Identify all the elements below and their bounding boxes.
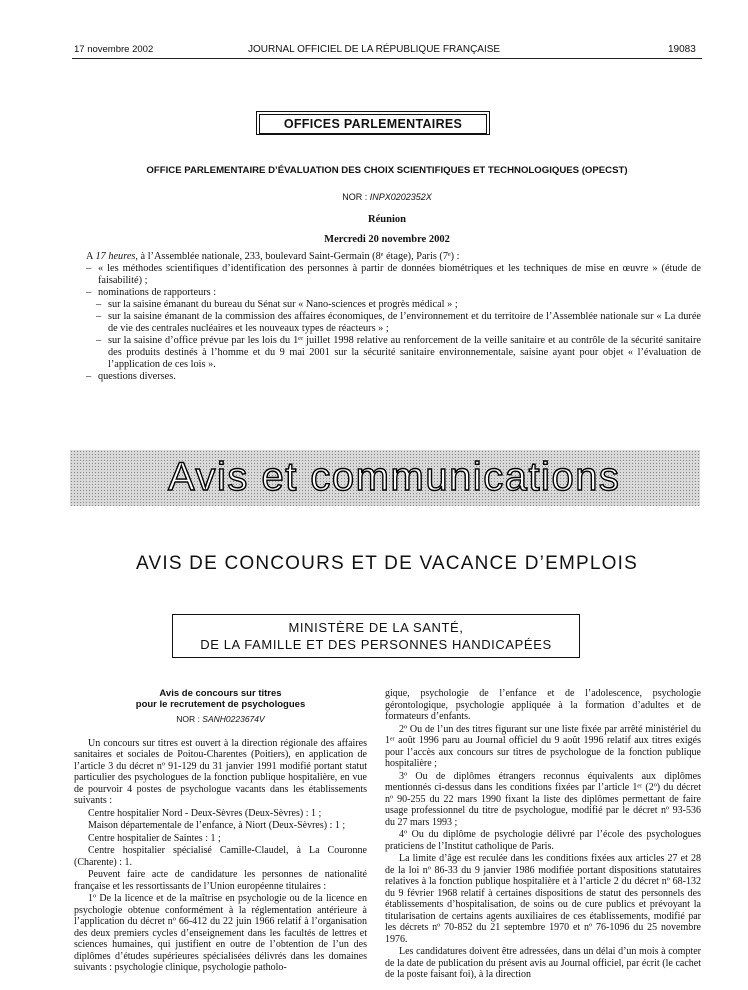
agenda-intro — [86, 251, 701, 263]
agenda-subitem: – sur la saisine d’office prévue par les lois du 1ᵉʳ juillet 1998 relative au renforcement de la veille sanitaire et au contrôle de la sécurité sanitaire des produits destinés à l’homme et du 9 mai 2001 sur la sécurité sanitaire environnementale, saisine ayant pour objet « l’évaluation de l’application de ces lois ». — [86, 335, 701, 371]
paragraph: 4º Ou du diplôme de psychologie délivré par l’école des psychologues praticiens de l’Institut catholique de Paris. — [385, 829, 701, 852]
paragraph: 1º De la licence et de la maîtrise en psychologie ou de la licence en psychologie obtenue conformément à la réglementation antérieure à l’application du décret nº 66-412 du 22 juin 1966 relatif à l’organisation des deux premiers cycles d’enseignement dans les facultés de lettres et sciences humaines, qui justifient en outre de l’obtention de l’un des diplômes d’études supérieures spécialisées délivrés dans les domaines suivants : psychologie clinique, psychologie patholo- — [74, 893, 367, 973]
banner-title: Avis et communications — [168, 455, 621, 499]
paragraph: Les candidatures doivent être adressées, dans un délai d’un mois à compter de la date de publication du présent avis au Journal officiel, par écrit (le cachet de la poste faisant foi), à la direction — [385, 946, 701, 980]
page-number: 19083 — [668, 44, 696, 55]
agenda-subitem: – sur la saisine émanant du bureau du Sénat sur « Nano-sciences et progrès médical » ; — [86, 299, 701, 311]
agenda — [86, 251, 701, 383]
header-rule — [72, 58, 702, 59]
ministry-line-1: MINISTÈRE DE LA SANTÉ, — [288, 620, 464, 635]
journal-name: JOURNAL OFFICIEL DE LA RÉPUBLIQUE FRANÇAISE — [248, 44, 501, 55]
ministry-box — [172, 614, 580, 658]
notice-heading-2: pour le recrutement de psychologues — [135, 699, 306, 710]
agenda-item: – questions diverses. — [86, 371, 701, 383]
nor-value: INPX0202352X — [369, 192, 432, 202]
paragraph: La limite d’âge est reculée dans les conditions fixées aux articles 27 et 28 de la loi nº 86-33 du 9 janvier 1986 modifiée portant dispositions statutaires relatives à la fonction publique hospitalière et à l’article 2 du décret nº 68-132 du 9 février 1968 relatif à certaines dispositions de statut des personnels des établissements d’hospitalisation, de soins ou de cure publics et prévoyant la titularisation de certains agents auxiliaires de ces établissements, modifié par les décrets nº 70-852 du 21 septembre 1970 et nº 76-1096 du 25 novembre 1976. — [385, 853, 701, 945]
paragraph: Centre hospitalier Nord - Deux-Sèvres (Deux-Sèvres) : 1 ; — [88, 807, 322, 819]
agenda-subitem: – sur la saisine émanant de la commission des affaires économiques, de l’environnement et du territoire de l’Assemblée nationale sur « La durée de vie des centrales nucléaires et les nouveaux types de réacteurs » ; — [86, 311, 701, 335]
paragraph: Un concours sur titres est ouvert à la direction régionale des affaires sanitaires et sociales de Poitou-Charentes (Poitiers), en application de l’article 3 du décret nº 91-129 du 31 janvier 1991 modifié portant statut particulier des psychologues de la fonction publique hospitalière, en vue de pourvoir 4 postes de psychologue vacants dans les établissements suivants : — [74, 737, 367, 806]
meeting-date: Mercredi 20 novembre 2002 — [324, 234, 450, 245]
agenda-item: – nominations de rapporteurs : — [86, 287, 701, 299]
nor-line-1 — [72, 192, 702, 202]
paragraph: Centre hospitalier de Saintes : 1 ; — [88, 832, 221, 844]
paragraph: gique, psychologie de l’enfance et de l’adolescence, psychologie gérontologique, psychologie appliquée à la formation d’adultes et de formateurs d’enfants. — [385, 688, 701, 722]
paragraph: 2º Ou de l’un des titres figurant sur une liste fixée par arrêté ministériel du 1ᵉʳ août 1996 paru au Journal officiel du 9 août 1996 relatif aux titres exigés pour l’accès aux concours sur titres de psychologue de la fonction publique hospitalière ; — [385, 723, 701, 769]
notice-heading-1: Avis de concours sur titres — [159, 688, 282, 699]
concours-title: AVIS DE CONCOURS ET DE VACANCE D’EMPLOIS — [136, 553, 638, 574]
nor-line-2 — [74, 714, 367, 726]
ministry-line-2: DE LA FAMILLE ET DES PERSONNES HANDICAPÉES — [200, 637, 552, 652]
banner — [70, 450, 700, 506]
agenda-intro-prefix: A — [86, 251, 93, 262]
paragraph: Centre hospitalier spécialisé Camille-Claudel, à La Couronne (Charente) : 1. — [74, 845, 367, 868]
paragraph: 3º Ou de diplômes étrangers reconnus équivalents aux diplômes mentionnés ci-dessus dans les conditions fixées par l’article 1ᵉʳ (2º) du décret nº 90-255 du 22 mars 1990 fixant la liste des diplômes permettant de faire usage professionnel du titre de psychologue, modifié par le décret nº 93-536 du 27 mars 1993 ; — [385, 770, 701, 828]
paragraph: Maison départementale de l’enfance, à Niort (Deux-Sèvres) : 1 ; — [88, 820, 346, 831]
agenda-intro-rest: , à l’Assemblée nationale, 233, boulevard Saint-Germain (8ᵉ étage), Paris (7ᵉ) : — [135, 251, 460, 262]
agenda-intro-time: 17 heures — [95, 251, 136, 262]
header-date: 17 novembre 2002 — [74, 44, 154, 55]
nor-label: NOR : — [176, 714, 200, 724]
office-title: OFFICE PARLEMENTAIRE D’ÉVALUATION DES CHOIX SCIENTIFIQUES ET TECHNOLOGIQUES (OPECST) — [146, 165, 628, 176]
right-column — [385, 688, 701, 982]
nor-label: NOR : — [342, 192, 368, 202]
section-title: OFFICES PARLEMENTAIRES — [259, 114, 487, 134]
paragraph: Peuvent faire acte de candidature les personnes de nationalité française et les ressortissants de l’Union européenne titulaires : — [74, 869, 367, 892]
agenda-item: – « les méthodes scientifiques d’identification des personnes à partir de données biométriques et les techniques de mise en œuvre » (étude de faisabilité) ; — [86, 263, 701, 287]
meeting-heading: Réunion — [368, 214, 406, 225]
nor-value: SANH0223674V — [202, 714, 265, 724]
left-column — [74, 688, 367, 975]
section-title-box — [256, 111, 490, 135]
